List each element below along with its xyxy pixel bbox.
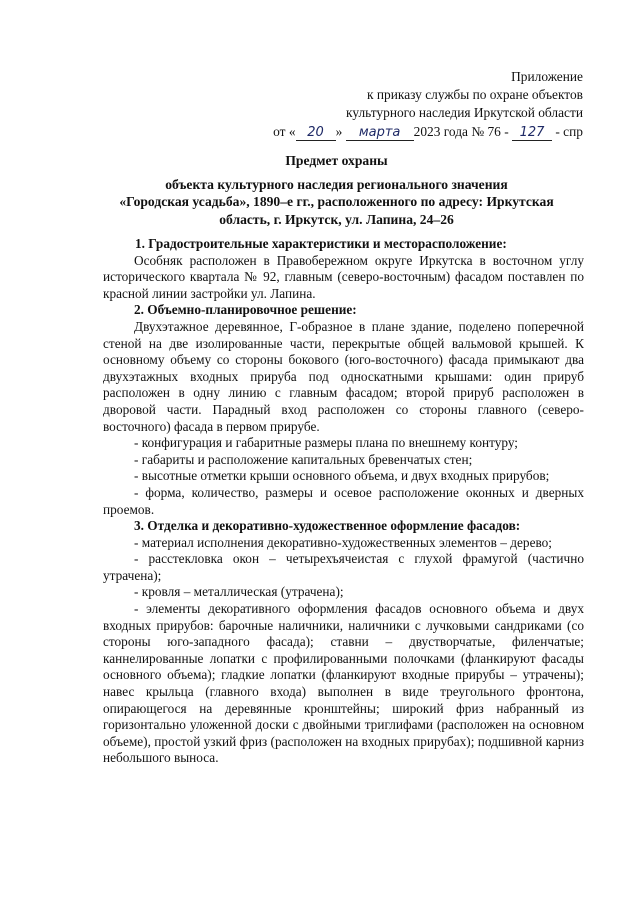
section-2-item: - высотные отметки крыши основного объема, и двух входных прирубов; bbox=[134, 468, 550, 484]
section-3-item: - кровля – металлическая (утрачена); bbox=[134, 584, 344, 600]
order-date-line bbox=[273, 123, 583, 141]
section-3-item: - материал исполнения декоративно-художественных элементов – дерево; bbox=[134, 534, 553, 550]
section-2-item: - габариты и расположение капитальных бревенчатых стен; bbox=[134, 451, 473, 467]
title-main: Предмет охраны bbox=[285, 153, 388, 168]
section-3-item: - элементы декоративного оформления фасадов основного объема и двух входных прирубов: барочные наличники, наличники с лучковыми сандриками (со стороны юго-западного фасада); ставни – двустворчатые, филенчатые; каннелированные лопатки с профилированными полочками (фланкируют фасады основного объема); гладкие лопатки (фланкируют входные прирубы – утрачены); навес крыльца (главного входа) выполнен в виде треугольного фронтона, опирающегося на деревянные кронштейны; широкий фриз набранный из горизонтально уложенной доски с двойными триглифами (расположен на основном объеме), простой узкий фриз (расположен на входных прирубах); подшивной карниз небольшого выноса. bbox=[103, 601, 584, 766]
section-1-text: Особняк расположен в Правобережном округе Иркутска в восточном углу исторического квартала № 92, главным (северо-восточным) фасадом поставлен по красной линии застройки ул. Лапина. bbox=[103, 252, 584, 301]
section-2-item: - форма, количество, размеры и осевое расположение оконных и дверных проемов. bbox=[103, 484, 584, 517]
section-1-heading: 1. Градостроительные характеристики и месторасположение: bbox=[135, 236, 507, 251]
appendix-line-2: культурного наследия Иркутской области bbox=[346, 105, 583, 121]
section-2-heading: 2. Объемно-планировочное решение: bbox=[134, 302, 357, 318]
section-3-heading: 3. Отделка и декоративно-художественное оформление фасадов: bbox=[134, 518, 521, 534]
title-line-1: объекта культурного наследия регионального значения bbox=[165, 176, 508, 192]
document-title bbox=[90, 152, 583, 228]
document-body bbox=[103, 236, 584, 767]
section-2-text: Двухэтажное деревянное, Г-образное в плане здание, поделено поперечной стеной на две изолированные части, перекрытые общей вальмовой крышей. К основному объему со стороны бокового (юго-восточного) фасада примыкают два двухэтажных входных прируба под односкатными крышами: один прируб расположен в одну линию с главным фасадом; второй прируб расположен в дворовой части. Парадный вход расположен со стороны главного (северо-восточного) фасада в первом прирубе. bbox=[103, 318, 584, 434]
title-line-2: «Городская усадьба», 1890–е гг., расположенного по адресу: Иркутская bbox=[119, 194, 554, 210]
appendix-line-1: к приказу службы по охране объектов bbox=[367, 87, 583, 103]
title-line-3: область, г. Иркутск, ул. Лапина, 24–26 bbox=[219, 211, 454, 227]
section-3-item: - расстекловка окон – четырехъячеистая с глухой фрамугой (частично утрачена); bbox=[103, 551, 584, 583]
order-prefix: от « bbox=[273, 123, 296, 139]
appendix-block bbox=[273, 68, 583, 141]
quote-close: » bbox=[335, 123, 343, 139]
section-2-item: - конфигурация и габаритные размеры плана по внешнему контуру; bbox=[134, 435, 519, 451]
handwritten-number: 127 bbox=[512, 126, 552, 141]
order-suffix: - спр bbox=[555, 123, 583, 139]
order-year-text: 2023 года № 76 - bbox=[413, 123, 509, 139]
handwritten-month: марта bbox=[346, 126, 414, 141]
handwritten-day: 20 bbox=[296, 126, 336, 141]
appendix-title: Приложение bbox=[511, 69, 583, 84]
